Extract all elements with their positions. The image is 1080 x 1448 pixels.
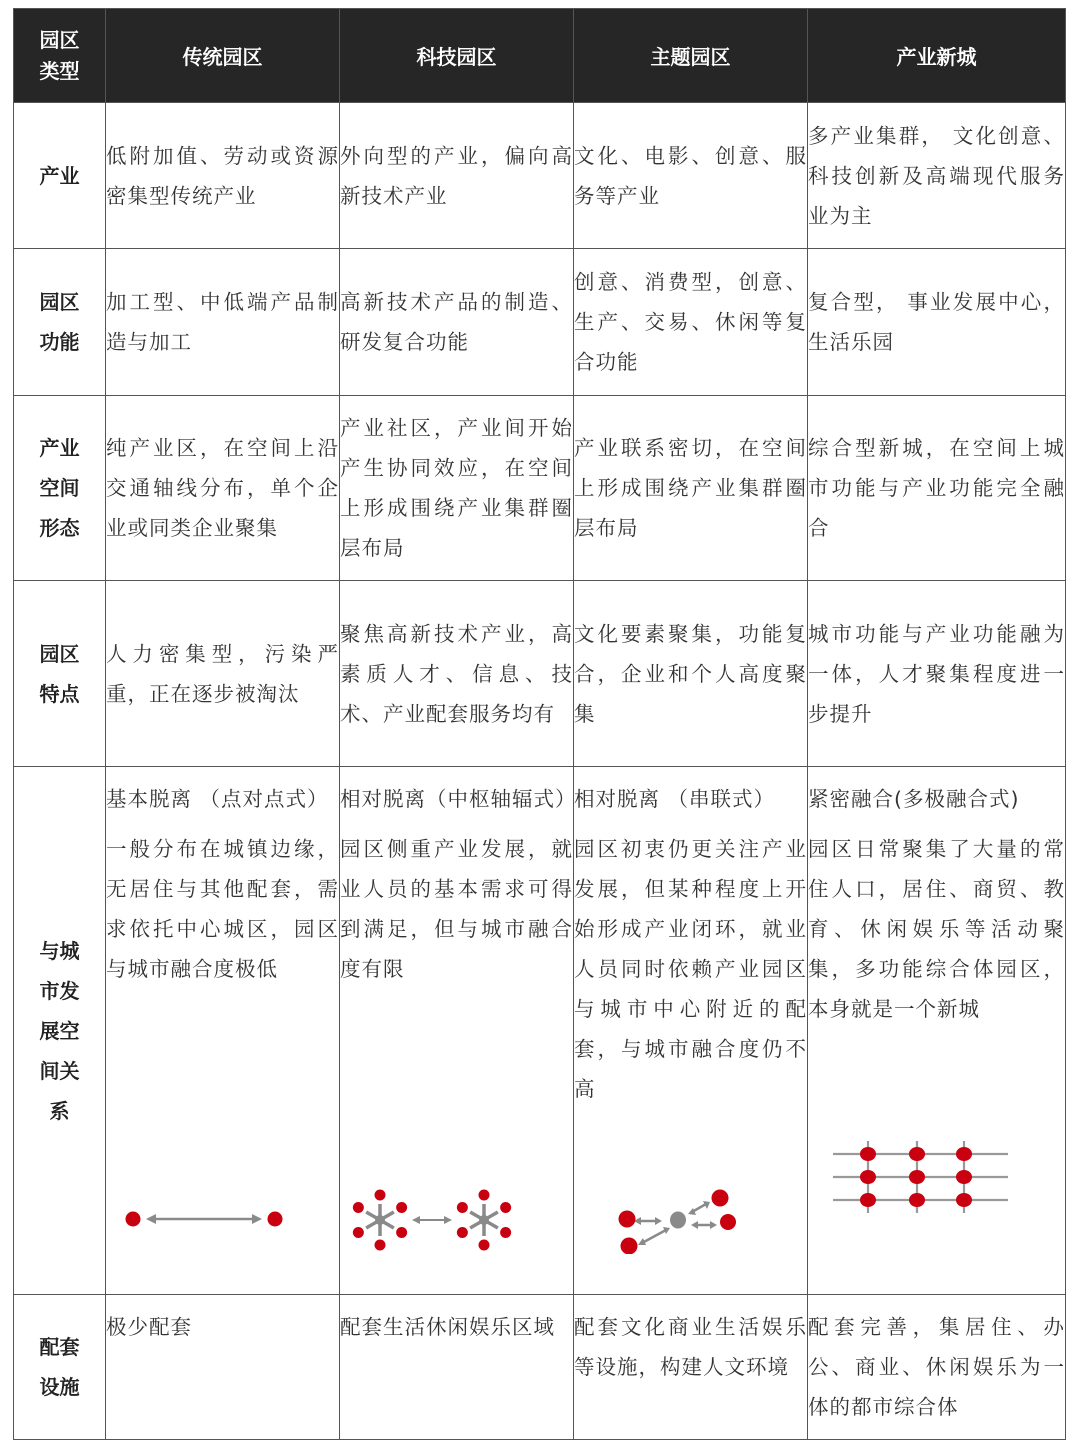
spoke-cluster [457, 1190, 511, 1251]
node-dot [619, 1211, 636, 1228]
corner-header [14, 9, 106, 103]
row-label-line: 设施 [39, 1375, 80, 1399]
table-cell: 加工型、中低端产品制造与加工 [106, 249, 340, 396]
row-label-line: 间关 [39, 1058, 80, 1083]
node-dot [500, 1227, 511, 1238]
row-label-line: 特点 [39, 681, 80, 706]
relationship-mode: 基本脱离 （点对点式） [106, 787, 329, 811]
node-dot [375, 1240, 386, 1251]
corner-label-line: 类型 [39, 58, 80, 83]
relationship-mode: 相对脱离 （串联式） [574, 787, 776, 811]
node-dot [860, 1170, 876, 1184]
table-cell: 聚焦高新技术产业，高素质人才、信息、技术、产业配套服务均有 [340, 581, 574, 767]
column-header-traditional: 传统园区 [106, 9, 340, 103]
table-cell: 综合型新城，在空间上城市功能与产业功能完全融合 [808, 396, 1066, 581]
relationship-mode: 紧密融合(多极融合式) [808, 787, 1020, 811]
row-label-line: 展空 [39, 1018, 80, 1043]
relationship-description: 园区日常聚集了大量的常住人口，居住、商贸、教育、休闲娱乐等活动聚集，多功能综合体园区，本身就是一个新城 [808, 837, 1065, 1021]
table-cell: 多产业集群， 文化创意、科技创新及高端现代服务业为主 [808, 103, 1066, 249]
node-dot [353, 1202, 364, 1213]
node-dot [479, 1190, 490, 1201]
table-cell: 复合型， 事业发展中心，生活乐园 [808, 249, 1066, 396]
table-cell: 文化、电影、创意、服务等产业 [574, 103, 808, 249]
column-header-tech: 科技园区 [340, 9, 574, 103]
table-cell: 文化要素聚集，功能复合，企业和个人高度聚集 [574, 581, 808, 767]
multipolar-grid-diagram [818, 1139, 1048, 1219]
arrow-head [444, 1216, 452, 1224]
node-dot [457, 1227, 468, 1238]
relationship-description: 园区侧重产业发展，就业人员的基本需求可得到满足，但与城市融合度有限 [340, 837, 573, 981]
node-dot [909, 1193, 925, 1207]
table-row-spatial-form [14, 396, 1066, 581]
row-header [14, 581, 106, 767]
row-label-line: 园区 [39, 641, 80, 666]
node-dot [375, 1190, 386, 1201]
row-label-line: 功能 [39, 330, 80, 354]
row-header [14, 767, 106, 1295]
node-dot [479, 1240, 490, 1251]
table-cell: 配套文化商业生活娱乐等设施，构建人文环境 [574, 1295, 808, 1440]
node-dot [860, 1193, 876, 1207]
node-dot [860, 1147, 876, 1161]
relationship-description: 一般分布在城镇边缘，无居住与其他配套，需求依托中心城区，园区与城市融合度极低 [106, 837, 339, 981]
node-dot [956, 1193, 972, 1207]
row-label-line: 园区 [39, 290, 80, 314]
table-row-characteristics [14, 581, 1066, 767]
double-arrow-icon [146, 1214, 262, 1224]
node-dot [126, 1212, 141, 1227]
table-cell: 纯产业区，在空间上沿交通轴线分布，单个企业或同类企业聚集 [106, 396, 340, 581]
table-cell: 外向型的产业，偏向高新技术产业 [340, 103, 574, 249]
table-cell: 创意、消费型，创意、生产、交易、休闲等复合功能 [574, 249, 808, 396]
table-row-city-relationship [14, 767, 1066, 1295]
table-row-facilities [14, 1295, 1066, 1440]
row-label-line: 市发 [39, 978, 80, 1003]
node-dot [500, 1202, 511, 1213]
node-dot [956, 1147, 972, 1161]
table-cell: 高新技术产品的制造、研发复合功能 [340, 249, 574, 396]
row-label-line: 空间 [39, 476, 80, 500]
row-header [14, 249, 106, 396]
row-header [14, 1295, 106, 1440]
table-cell: 配套完善，集居住、办公、商业、休闲娱乐为一体的都市综合体 [808, 1295, 1066, 1440]
table-cell: 城市功能与产业功能融为一体，人才聚集程度进一步提升 [808, 581, 1066, 767]
hub-and-spoke-diagram [340, 1184, 546, 1254]
row-label-line: 产业 [39, 163, 80, 188]
hub-node [479, 1215, 489, 1225]
arrow-head [412, 1216, 420, 1224]
row-label-line: 配套 [39, 1335, 80, 1359]
node-dot [396, 1227, 407, 1238]
corner-label-line: 园区 [39, 27, 80, 52]
table-cell: 人力密集型，污染严重，正在逐步被淘汰 [106, 581, 340, 767]
node-dot [457, 1202, 468, 1213]
relationship-description: 园区初衷仍更关注产业发展，但某种程度上开始形成产业闭环，就业人员同时依赖产业园区与城市中心附近的配套，与城市融合度仍不高 [574, 837, 807, 1101]
node-dot [268, 1212, 283, 1227]
row-header [14, 103, 106, 249]
row-label-line: 形态 [39, 516, 80, 540]
series-diagram [574, 1184, 780, 1254]
hub-node [670, 1212, 686, 1229]
node-dot [909, 1170, 925, 1184]
column-header-industrial-new-city: 产业新城 [808, 9, 1066, 103]
node-dot [720, 1214, 736, 1230]
row-label-line: 与城 [39, 938, 80, 963]
node-dot [909, 1147, 925, 1161]
node-dot [353, 1227, 364, 1238]
column-header-theme: 主题园区 [574, 9, 808, 103]
table-cell [574, 767, 808, 1295]
row-header [14, 396, 106, 581]
point-to-point-diagram [106, 1199, 312, 1239]
table-cell [340, 767, 577, 1295]
header-row [14, 9, 1066, 103]
node-dot [396, 1202, 407, 1213]
table-cell: 产业社区，产业间开始产生协同效应，在空间上形成围绕产业集群圈层布局 [340, 396, 574, 581]
table-cell [808, 767, 1066, 1295]
table-cell: 低附加值、劳动或资源密集型传统产业 [106, 103, 340, 249]
double-arrow-icon [412, 1216, 452, 1224]
table-row-industry [14, 103, 1066, 249]
table-cell [106, 767, 340, 1295]
node-dot [712, 1190, 729, 1207]
node-dot [956, 1170, 972, 1184]
table-cell: 极少配套 [106, 1295, 340, 1440]
row-label-line: 系 [49, 1098, 70, 1123]
park-comparison-table [13, 8, 1066, 1440]
table-cell: 配套生活休闲娱乐区域 [340, 1295, 574, 1440]
relationship-mode: 相对脱离（中枢轴辐式） [340, 787, 577, 811]
table-row-function [14, 249, 1066, 396]
row-label-line: 产业 [39, 436, 80, 460]
hub-node [375, 1215, 385, 1225]
node-dot [621, 1238, 638, 1255]
table-cell: 产业联系密切，在空间上形成围绕产业集群圈层布局 [574, 396, 808, 581]
spoke-cluster [353, 1190, 407, 1251]
